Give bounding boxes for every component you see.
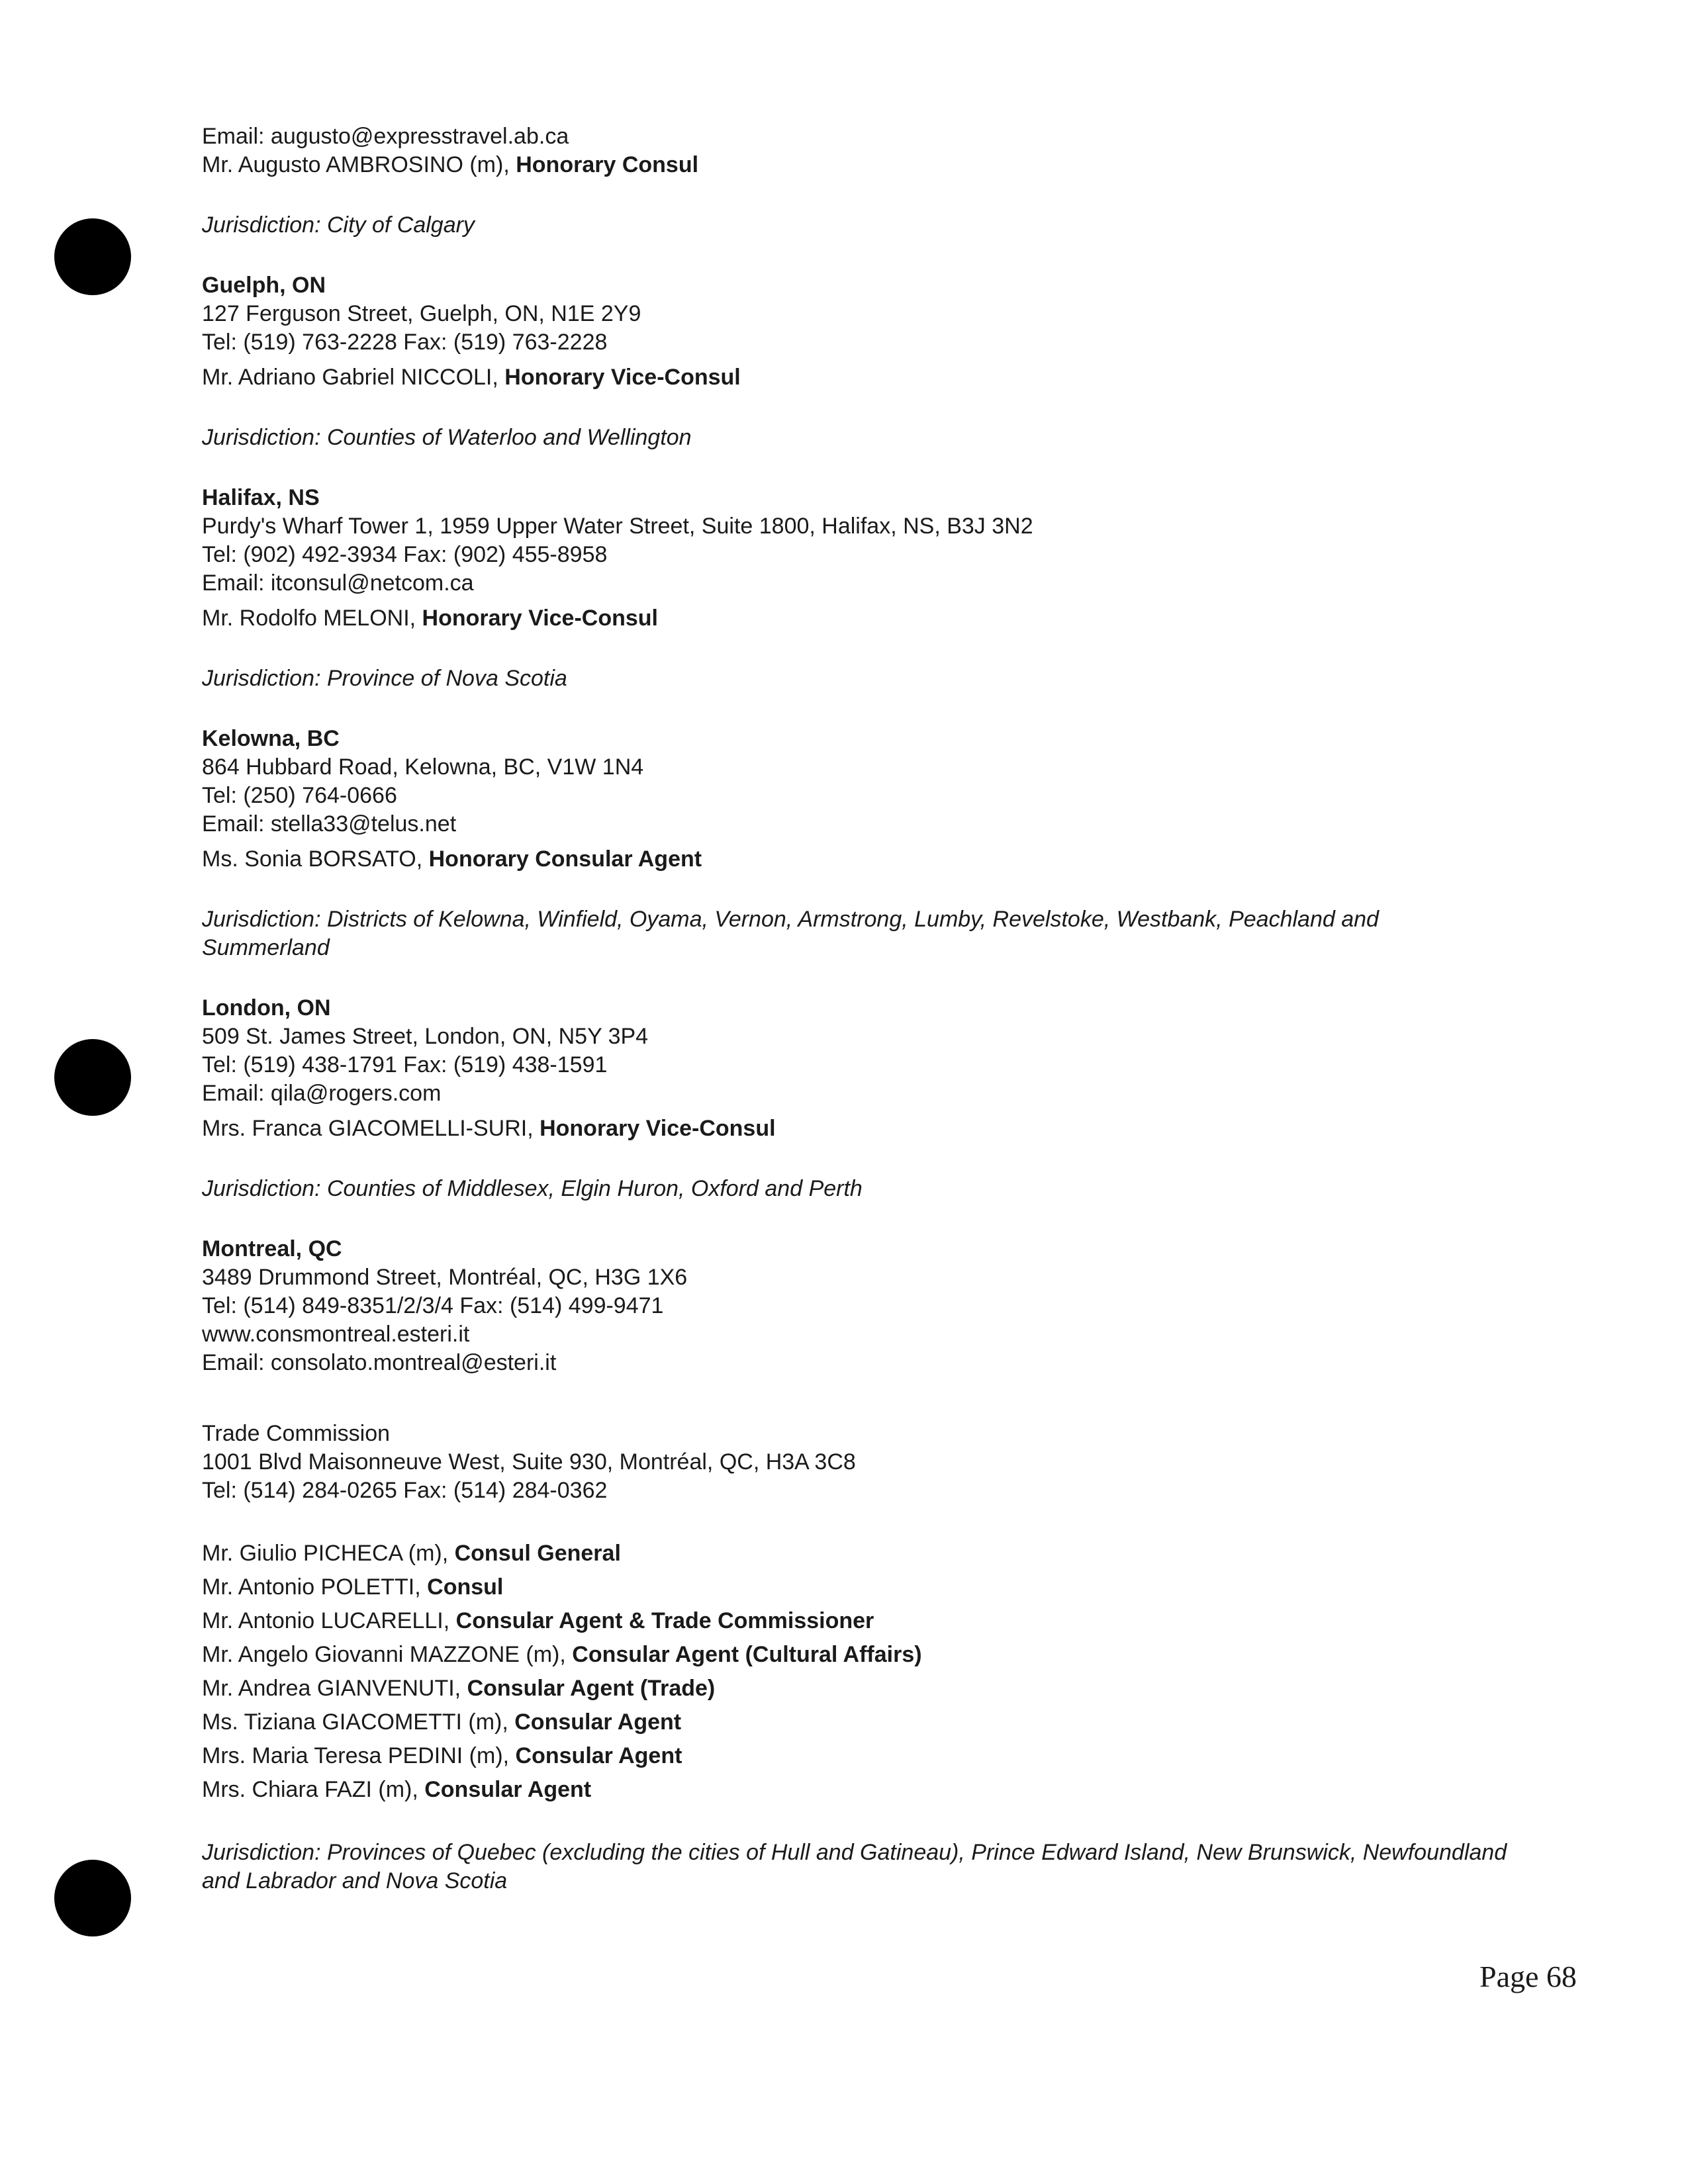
- kelowna-heading: Kelowna, BC: [202, 726, 340, 751]
- officer-name: Mr. Adriano Gabriel NICCOLI,: [202, 365, 505, 390]
- halifax-officer: [202, 604, 1526, 633]
- officer-name: Mr. Antonio POLETTI,: [202, 1574, 428, 1600]
- officer-title: Consular Agent & Trade Commissioner: [455, 1608, 874, 1633]
- officer-row: [202, 1537, 1526, 1570]
- halifax-email: Email: itconsul@netcom.ca: [202, 570, 474, 596]
- london-email: Email: qila@rogers.com: [202, 1081, 442, 1106]
- officer-title: Consular Agent: [515, 1743, 682, 1768]
- jurisdiction-text: City of Calgary: [326, 212, 475, 238]
- london-address: 509 St. James Street, London, ON, N5Y 3P4: [202, 1024, 649, 1049]
- officer-name: Mrs. Maria Teresa PEDINI (m),: [202, 1743, 516, 1768]
- officer-row: [202, 1604, 1526, 1638]
- officer-title: Consular Agent (Trade): [467, 1676, 716, 1701]
- officer-title: Consular Agent (Cultural Affairs): [572, 1642, 922, 1667]
- guelph-heading: Guelph, ON: [202, 273, 326, 298]
- calgary-jurisdiction: [202, 211, 1526, 240]
- officer-row: [202, 1638, 1526, 1672]
- montreal-website: www.consmontreal.esteri.it: [202, 1322, 470, 1347]
- kelowna-email: Email: stella33@telus.net: [202, 811, 457, 837]
- calgary-email: Email: augusto@expresstravel.ab.ca: [202, 124, 569, 149]
- montreal-jurisdiction: [202, 1839, 1513, 1895]
- punch-hole-top: [54, 218, 131, 295]
- london-jurisdiction: [202, 1175, 1526, 1203]
- guelph-tel: Tel: (519) 763-2228 Fax: (519) 763-2228: [202, 330, 608, 355]
- officer-title: Consul General: [454, 1541, 621, 1566]
- punch-hole-bottom: [54, 1860, 131, 1936]
- officer-row: [202, 1739, 1526, 1773]
- jurisdiction-label: Jurisdiction:: [202, 666, 327, 691]
- london-tel: Tel: (519) 438-1791 Fax: (519) 438-1591: [202, 1052, 608, 1077]
- kelowna-jurisdiction: [202, 905, 1513, 962]
- punch-hole-middle: [54, 1039, 131, 1116]
- kelowna-tel: Tel: (250) 764-0666: [202, 783, 397, 808]
- officer-row: [202, 1672, 1526, 1706]
- officer-title: Honorary Consular Agent: [428, 846, 702, 872]
- jurisdiction-label: Jurisdiction:: [202, 212, 327, 238]
- jurisdiction-text: Districts of Kelowna, Winfield, Oyama, Vernon, Armstrong, Lumby, Revelstoke, Westbank, Peachland and Summerland: [202, 907, 1379, 960]
- officer-name: Mrs. Franca GIACOMELLI-SURI,: [202, 1116, 540, 1141]
- montreal-officer-list: [202, 1537, 1526, 1807]
- officer-name: Ms. Sonia BORSATO,: [202, 846, 429, 872]
- trade-commission-tel: Tel: (514) 284-0265 Fax: (514) 284-0362: [202, 1478, 608, 1503]
- montreal-address: 3489 Drummond Street, Montréal, QC, H3G 1X6: [202, 1265, 688, 1290]
- officer-name: Mr. Giulio PICHECA (m),: [202, 1541, 455, 1566]
- guelph-officer: [202, 363, 1526, 392]
- officer-name: Mr. Angelo Giovanni MAZZONE (m),: [202, 1642, 573, 1667]
- officer-name: Mr. Rodolfo MELONI,: [202, 606, 422, 631]
- officer-name: Ms. Tiziana GIACOMETTI (m),: [202, 1709, 515, 1735]
- halifax-heading: Halifax, NS: [202, 485, 320, 510]
- page-number: Page 68: [1479, 1960, 1577, 1993]
- officer-title: Honorary Consul: [516, 152, 699, 177]
- kelowna-address: 864 Hubbard Road, Kelowna, BC, V1W 1N4: [202, 754, 644, 780]
- officer-name: Mrs. Chiara FAZI (m),: [202, 1777, 425, 1802]
- officer-title: Honorary Vice-Consul: [539, 1116, 776, 1141]
- directory-page: [202, 122, 1526, 1895]
- officer-title: Honorary Vice-Consul: [422, 606, 658, 631]
- trade-commission-title: Trade Commission: [202, 1421, 391, 1446]
- halifax-address: Purdy's Wharf Tower 1, 1959 Upper Water Street, Suite 1800, Halifax, NS, B3J 3N2: [202, 514, 1033, 539]
- montreal-heading: Montreal, QC: [202, 1236, 342, 1261]
- jurisdiction-text: Counties of Waterloo and Wellington: [326, 425, 692, 450]
- montreal-tel: Tel: (514) 849-8351/2/3/4 Fax: (514) 499-9471: [202, 1293, 664, 1318]
- jurisdiction-text: Province of Nova Scotia: [326, 666, 567, 691]
- jurisdiction-text: Provinces of Quebec (excluding the cities of Hull and Gatineau), Prince Edward Island, New Brunswick, Newfoundland and Labrador and Nova Scotia: [202, 1840, 1507, 1893]
- officer-title: Honorary Vice-Consul: [504, 365, 741, 390]
- officer-title: Consular Agent: [424, 1777, 592, 1802]
- jurisdiction-label: Jurisdiction:: [202, 425, 327, 450]
- jurisdiction-label: Jurisdiction:: [202, 907, 327, 932]
- officer-name: Mr. Antonio LUCARELLI,: [202, 1608, 456, 1633]
- calgary-officer: [202, 151, 1526, 179]
- officer-row: [202, 1773, 1526, 1807]
- jurisdiction-label: Jurisdiction:: [202, 1176, 327, 1201]
- kelowna-officer: [202, 845, 1526, 874]
- montreal-email: Email: consolato.montreal@esteri.it: [202, 1350, 557, 1375]
- guelph-jurisdiction: [202, 424, 1526, 452]
- guelph-address: 127 Ferguson Street, Guelph, ON, N1E 2Y9: [202, 301, 641, 326]
- officer-row: [202, 1570, 1526, 1604]
- jurisdiction-label: Jurisdiction:: [202, 1840, 327, 1865]
- trade-commission-address: 1001 Blvd Maisonneuve West, Suite 930, Montréal, QC, H3A 3C8: [202, 1449, 856, 1475]
- officer-name: Mr. Augusto AMBROSINO (m),: [202, 152, 516, 177]
- officer-row: [202, 1706, 1526, 1739]
- officer-title: Consular Agent: [514, 1709, 682, 1735]
- officer-title: Consul: [427, 1574, 504, 1600]
- jurisdiction-text: Counties of Middlesex, Elgin Huron, Oxford and Perth: [326, 1176, 863, 1201]
- london-officer: [202, 1115, 1526, 1143]
- halifax-tel: Tel: (902) 492-3934 Fax: (902) 455-8958: [202, 542, 608, 567]
- halifax-jurisdiction: [202, 664, 1526, 693]
- london-heading: London, ON: [202, 995, 331, 1021]
- officer-name: Mr. Andrea GIANVENUTI,: [202, 1676, 467, 1701]
